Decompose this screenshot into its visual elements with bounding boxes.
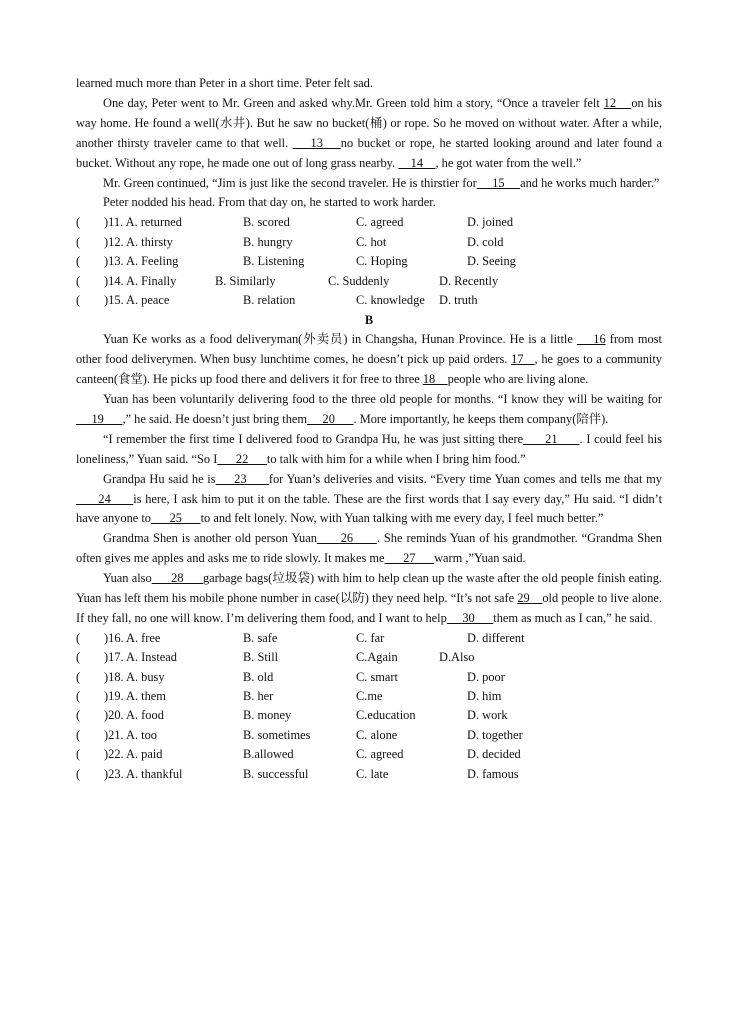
question-option-d: D.Also <box>439 650 475 665</box>
text: . More importantly, he keeps them company(陪伴). <box>353 411 609 426</box>
question-option-c: C. Hoping <box>356 254 408 269</box>
text: garbage bags(垃圾袋) with him to help clean up the waste after the old people finish eating. Yuan has left them his mobile phone number in case(以防) they need help. “It’s not safe <box>76 571 662 606</box>
question-option-a: )16. A. free <box>104 630 161 645</box>
text: them as much as I can,” he said. <box>493 610 653 625</box>
text: for Yuan’s deliveries and visits. “Every time Yuan comes and tells me that my <box>268 471 662 486</box>
question-option-c: C. alone <box>356 727 398 742</box>
question-14 <box>76 272 662 291</box>
answer-paren: ( <box>76 292 81 307</box>
question-option-a: )21. A. too <box>104 727 158 742</box>
text: old people to live alone. If they fall, no one will know. I’m delivering them food, and I want to help <box>76 591 663 625</box>
answer-paren: ( <box>76 727 81 742</box>
answer-paren: ( <box>76 254 81 269</box>
question-option-d: D. together <box>467 727 523 742</box>
text: , he got water from the well.” <box>435 155 582 170</box>
blank-25: 25 <box>151 511 201 526</box>
worksheet-page <box>76 74 662 784</box>
question-option-d: D. decided <box>467 747 521 762</box>
text: “I remember the first time I delivered food to Grandpa Hu, he was just sitting there <box>103 431 524 446</box>
text: Yuan also <box>103 571 152 586</box>
blank-13: 13 <box>292 135 341 150</box>
text: Grandma Shen is another old person Yuan <box>103 531 317 546</box>
blank-24: 24 <box>76 491 134 506</box>
text: to and felt lonely. Now, with Yuan talking with me every day, I feel much better.” <box>200 511 604 526</box>
passage-b-paragraph-1 <box>76 330 662 390</box>
question-option-b: B. sometimes <box>243 727 311 742</box>
blank-23: 23 <box>215 471 269 486</box>
question-option-d: D. truth <box>439 292 478 307</box>
passage-a-intro-end: learned much more than Peter in a short time. Peter felt sad. <box>76 76 373 90</box>
passage-b-paragraph-6 <box>76 569 662 629</box>
text: to talk with him for a while when I bring him food.” <box>266 451 526 466</box>
question-option-b: B. old <box>243 669 274 684</box>
text: Grandpa Hu said he is <box>103 471 216 486</box>
blank-21: 21 <box>523 431 580 446</box>
question-19 <box>76 687 662 706</box>
question-16 <box>76 629 662 648</box>
question-option-d: D. joined <box>467 215 514 230</box>
question-option-c: C. agreed <box>356 215 404 230</box>
passage-b-paragraph-4 <box>76 470 662 530</box>
question-20 <box>76 706 662 725</box>
question-13 <box>76 252 662 271</box>
answer-paren: ( <box>76 766 81 781</box>
question-option-c: C.education <box>356 708 416 723</box>
blank-14: 14 <box>398 155 436 170</box>
section-heading-b: B <box>364 313 374 328</box>
question-23 <box>76 765 662 784</box>
blank-12: 12 <box>603 95 632 110</box>
question-option-d: D. work <box>467 708 508 723</box>
question-option-b: B. her <box>243 689 274 704</box>
question-option-b: B. money <box>243 708 292 723</box>
question-17 <box>76 648 662 667</box>
question-option-a: )15. A. peace <box>104 292 170 307</box>
blank-18: 18 <box>422 372 448 387</box>
question-option-d: D. Recently <box>439 273 499 288</box>
passage-a-paragraph-3: Peter nodded his head. From that day on, he started to work harder. <box>103 195 436 210</box>
question-list-b <box>76 629 662 784</box>
blank-20: 20 <box>307 411 354 426</box>
blank-19: 19 <box>76 411 123 426</box>
question-option-b: B. Listening <box>243 254 305 269</box>
question-option-d: D. poor <box>467 669 505 684</box>
text: ,” he said. He doesn’t just bring them <box>122 411 308 426</box>
question-option-c: C. smart <box>356 669 398 684</box>
answer-paren: ( <box>76 234 81 249</box>
question-option-c: C. hot <box>356 234 387 249</box>
text: is here, I ask him to put it on the table. These are the first words that I say every day,” Hu said. “I didn’t have anyone to <box>76 491 663 526</box>
question-option-b: B. scored <box>243 215 290 230</box>
answer-paren: ( <box>76 630 81 645</box>
answer-paren: ( <box>76 650 81 665</box>
question-option-a: )18. A. busy <box>104 669 165 684</box>
blank-30: 30 <box>446 610 494 625</box>
question-option-a: )23. A. thankful <box>104 766 183 781</box>
text: . She reminds Yuan of his grandmother. “Grandma Shen often gives me apples and asks me to ride slowly. It makes me <box>76 531 663 566</box>
question-option-c: C.me <box>356 689 383 704</box>
question-option-a: )13. A. Feeling <box>104 254 179 269</box>
question-option-c: C. far <box>356 630 385 645</box>
question-option-a: )20. A. food <box>104 708 164 723</box>
question-option-a: )12. A. thirsty <box>104 234 173 249</box>
answer-paren: ( <box>76 669 81 684</box>
passage-b-paragraph-2 <box>76 390 662 430</box>
blank-28: 28 <box>151 571 203 586</box>
text: from most other food deliverymen. When busy lunchtime comes, he doesn’t pick up paid orders. <box>76 332 662 367</box>
text: Yuan has been voluntarily delivering food to the three old people for months. “I know they will be waiting for <box>103 392 662 407</box>
question-option-c: C. late <box>356 766 389 781</box>
text: and he works much harder.” <box>520 175 660 190</box>
text: no bucket or rope, he started looking around and later found a bucket. Without any rope, he made one out of long grass nearby. <box>76 135 662 170</box>
text: warm ,”Yuan said. <box>434 551 526 566</box>
text: , he goes to a community canteen(食堂). He picks up food there and delivers it for free to three <box>76 352 663 387</box>
question-12 <box>76 233 662 252</box>
passage-a-paragraph-1 <box>76 94 662 174</box>
question-option-d: D. cold <box>467 234 504 249</box>
question-option-b: B. safe <box>243 630 278 645</box>
question-option-a: )14. A. Finally <box>104 273 177 288</box>
text: Mr. Green continued, “Jim is just like the second traveler. He is thirstier for <box>103 175 477 190</box>
question-option-d: D. Seeing <box>467 254 516 269</box>
blank-29: 29 <box>517 591 543 606</box>
answer-paren: ( <box>76 708 81 723</box>
answer-paren: ( <box>76 747 81 762</box>
blank-27: 27 <box>384 551 435 566</box>
question-list-a <box>76 213 662 310</box>
question-option-d: D. famous <box>467 766 519 781</box>
blank-16: 16 <box>576 332 606 347</box>
question-18 <box>76 668 662 687</box>
passage-b-paragraph-5 <box>76 529 662 569</box>
question-option-b: B. relation <box>243 292 296 307</box>
question-15 <box>76 291 662 310</box>
blank-17: 17 <box>511 352 535 367</box>
question-option-a: )11. A. returned <box>104 215 182 230</box>
blank-22: 22 <box>217 451 267 466</box>
text: people who are living alone. <box>447 372 589 387</box>
question-option-d: D. different <box>467 630 525 645</box>
text: Yuan Ke works as a food deliveryman(外卖员) in Changsha, Hunan Province. He is a little <box>103 332 577 347</box>
question-option-b: B. Similarly <box>215 273 276 288</box>
question-option-c: C. knowledge <box>356 292 425 307</box>
passage-b-paragraph-3 <box>76 430 662 470</box>
question-option-b: B. hungry <box>243 234 293 249</box>
blank-26: 26 <box>316 531 377 546</box>
text: on his way home. He found a well(水井). But he saw no bucket(桶) or rope. So he moved on without water. After a while, another thirsty traveler came to that well. <box>76 95 663 150</box>
question-option-b: B. successful <box>243 766 309 781</box>
question-option-c: C. agreed <box>356 747 404 762</box>
question-option-a: )17. A. Instead <box>104 650 177 665</box>
question-11 <box>76 213 662 232</box>
text: . I could feel his loneliness,” Yuan said. “So I <box>76 431 663 466</box>
question-22 <box>76 745 662 764</box>
question-21 <box>76 726 662 745</box>
question-option-d: D. him <box>467 689 502 704</box>
question-option-b: B.allowed <box>243 747 294 762</box>
text: One day, Peter went to Mr. Green and asked why.Mr. Green told him a story, “Once a traveler felt <box>103 95 604 110</box>
question-option-c: C. Suddenly <box>328 273 390 288</box>
question-option-a: )19. A. them <box>104 689 166 704</box>
passage-a-paragraph-2 <box>76 174 662 194</box>
blank-15: 15 <box>476 175 521 190</box>
question-option-b: B. Still <box>243 650 279 665</box>
answer-paren: ( <box>76 273 81 288</box>
question-option-a: )22. A. paid <box>104 747 163 762</box>
answer-paren: ( <box>76 689 81 704</box>
question-option-c: C.Again <box>356 650 398 665</box>
answer-paren: ( <box>76 215 81 230</box>
